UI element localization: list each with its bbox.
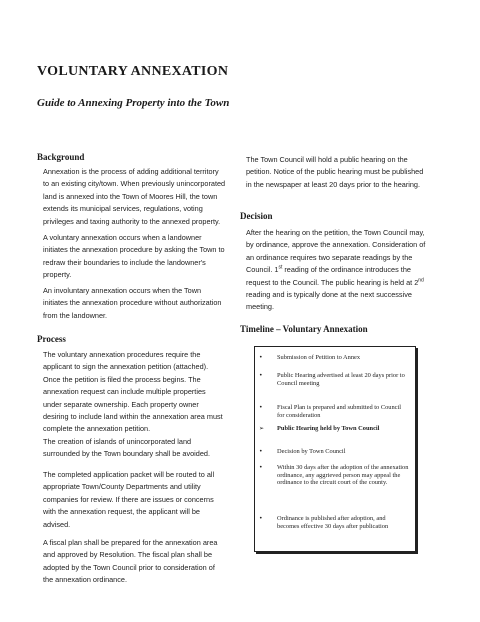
hearing-paragraph: The Town Council will hold a public hearing on the petition. Notice of the public hearing must be published in the newspaper at least 20 days prior to the hearing. [246,155,424,189]
timeline-item: ➢ Public Hearing held by Town Council [259,425,380,432]
bullet-icon: • [259,372,263,379]
background-paragraph-3: An involuntary annexation occurs when the Town initiates the annexation procedure without authorization from the landowner. [43,286,222,320]
timeline-item: • Within 30 days after the adoption of the annexation ordinance, any aggrieved person may appeal the ordinance to the circuit court of the county. [259,464,409,487]
timeline-item: • Ordinance is published after adoption, and becomes effective 30 days after publication [259,515,389,530]
document-title: VOLUNTARY ANNEXATION [37,64,229,79]
process-paragraph-4: A fiscal plan shall be prepared for the annexation area and approved by Resolution. The fiscal plan shall be adopted by the Town Council prior to consideration of the annexation ordinance. [43,538,218,585]
timeline-item: • Submission of Petition to Annex [259,354,361,361]
process-paragraph-1: The voluntary annexation procedures require the applicant to sign the annexation petition (attached). Once the petition is filed the process begins. The annexation request can include multiple properties under separate ownership. Each property owner desiring to include land within the annexation area must complete the annexation petition. [43,350,223,434]
background-heading: Background [37,152,85,162]
document-subtitle: Guide to Annexing Property into the Town [37,97,230,109]
decision-paragraph: After the hearing on the petition, the Town Council may, by ordinance, approve the annexation. Consideration of an ordinance requires two separate readings by the Council. 1st reading of the ordinance introduces the request to the Council. The public hearing is held at 2nd reading and is typically done at the next successive meeting. [246,228,426,312]
timeline-item: • Public Hearing advertised at least 20 days prior to Council meeting [259,372,405,387]
process-heading: Process [37,334,66,344]
bullet-icon: • [259,515,263,522]
bullet-icon: • [259,404,263,411]
bullet-icon: • [259,354,263,361]
arrow-bullet-icon: ➢ [259,425,265,432]
decision-heading: Decision [240,211,273,221]
bullet-icon: • [259,448,263,455]
background-paragraph-1: Annexation is the process of adding additional territory to an existing city/town. When previously unincorporated land is annexed into the Town of Moores Hill, the town extends its municipal services, regulations, voting privileges and taxing authority to the annexed property. [43,167,226,226]
timeline-box [254,346,416,552]
timeline-item: • Fiscal Plan is prepared and submitted to Council for consideration [259,404,402,419]
bullet-icon: • [259,464,263,471]
process-paragraph-2: The creation of islands of unincorporated land surrounded by the Town boundary shall be avoided. [43,437,210,459]
process-paragraph-3: The completed application packet will be routed to all appropriate Town/County Departments and utility companies for review. If there are issues or concerns with the annexation request, the applicant will be advised. [43,470,215,529]
background-paragraph-2: A voluntary annexation occurs when a landowner initiates the annexation procedure by asking the Town to redraw their boundaries to include the landowner's property. [43,233,225,280]
timeline-item: • Decision by Town Council [259,448,346,455]
timeline-heading: Timeline – Voluntary Annexation [240,324,368,334]
